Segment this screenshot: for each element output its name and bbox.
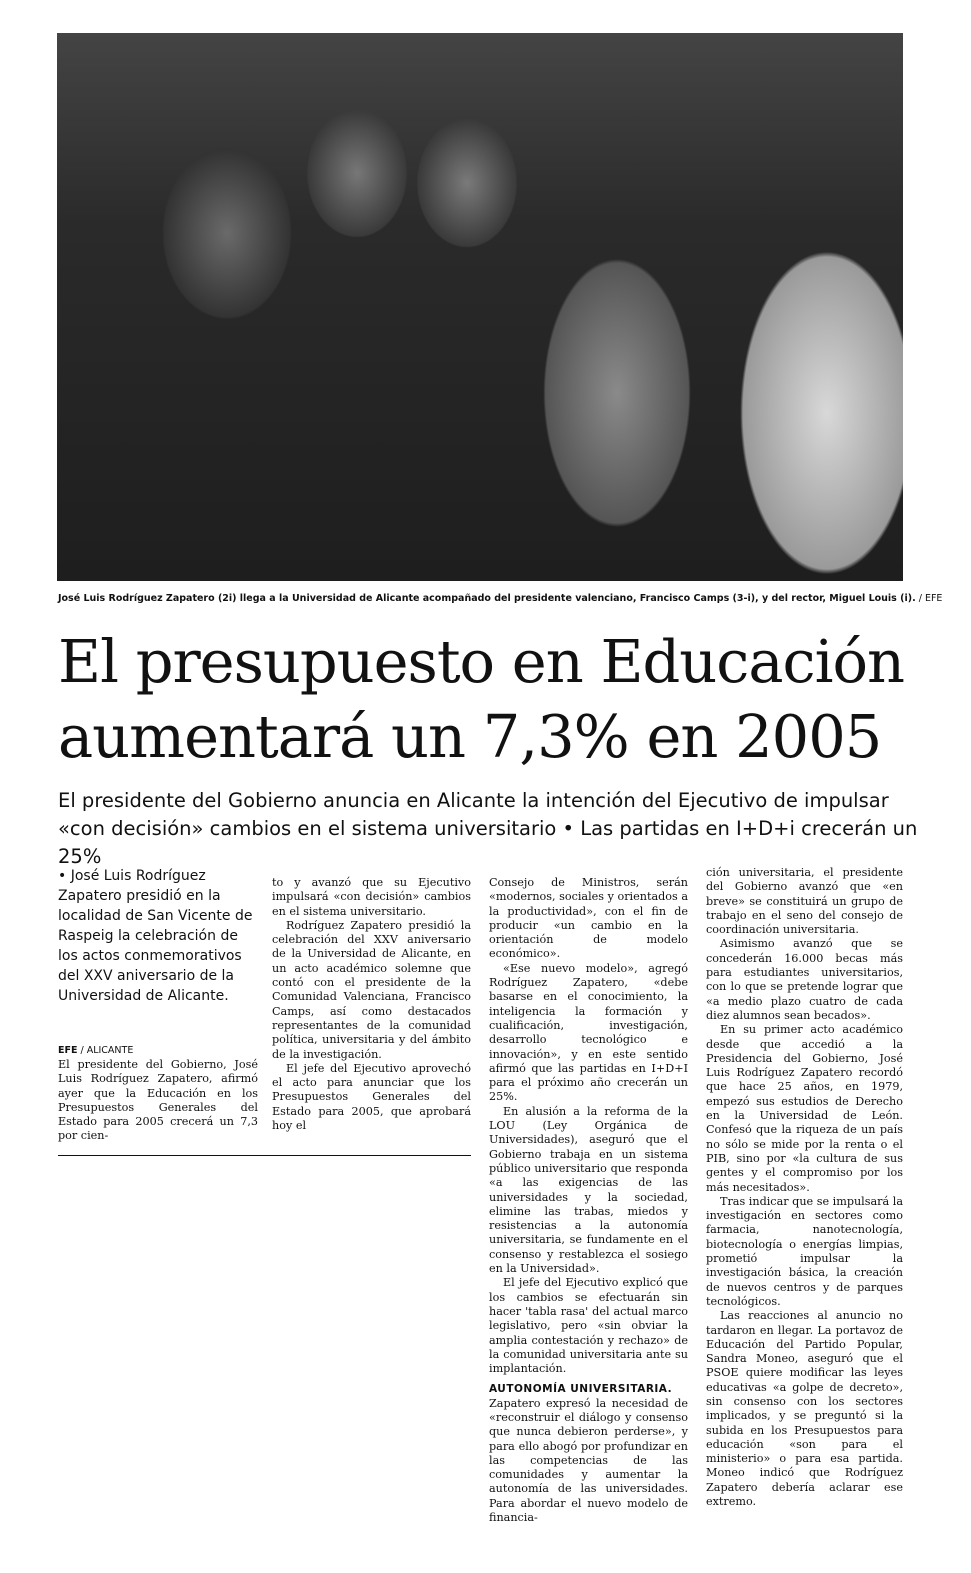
news-photo xyxy=(57,33,903,581)
paragraph: Tras indicar que se impulsará la investigación en sectores como farmacia, nanotecnología, biotecnología o energías limpias, prometió impulsar la investigación básica, la creación de nuevos centros y de parques tecnológicos. xyxy=(706,1194,903,1308)
column-4 xyxy=(706,866,903,1509)
column-divider-rule xyxy=(58,1155,471,1156)
byline-place: / ALICANTE xyxy=(77,1045,134,1056)
subheadline: El presidente del Gobierno anuncia en Alicante la intención del Ejecutivo de impulsar «con decisión» cambios en el sistema universitario • Las partidas en I+D+i crecerán un 25% xyxy=(58,789,918,868)
lead-summary: • José Luis Rodríguez Zapatero presidió en la localidad de San Vicente de Raspeig la celebración de los actos conmemorativos del XXV aniversario de la Universidad de Alicante. xyxy=(58,868,253,1004)
paragraph: El jefe del Ejecutivo aprovechó el acto para anunciar que los Presupuestos Generales del Estado para 2005, que aprobará hoy el xyxy=(272,1061,471,1133)
paragraph: «Ese nuevo modelo», agregó Rodríguez Zapatero, «debe basarse en el conocimiento, la inteligencia la formación y cualificación, investigación, desarrollo tecnológico e innovación», y en este sentido afirmó que las partidas en I+D+I para el próximo año crecerán un 25%. xyxy=(489,961,688,1104)
headline-line-2: aumentará un 7,3% en 2005 xyxy=(58,702,882,771)
paragraph: En alusión a la reforma de la LOU (Ley Orgánica de Universidades), aseguró que el Gobierno trabaja en un sistema público universitario que responda «a las exigencias de las universidades y la sociedad, elimine las trabas, miedos y resistencias a la autonomía universitaria, se fundamente en el consenso y restablezca el sosiego en la Universidad». xyxy=(489,1104,688,1276)
paragraph: Asimismo avanzó que se concederán 16.000 becas más para estudiantes universitarios, con lo que se pretende lograr que «a medio plazo cuatro de cada diez alumnos sean becados». xyxy=(706,937,903,1022)
headline xyxy=(58,624,918,774)
paragraph: El jefe del Ejecutivo explicó que los cambios se efectuarán sin hacer 'tabla rasa' del actual marco legislativo, pero «sin obviar la amplia contestación y rechazo» de la comunidad universitaria ante su implantación. xyxy=(489,1276,688,1376)
paragraph: Zapatero expresó la necesidad de «reconstruir el diálogo y consenso que nunca debieron perderse», y para ello abogó por profundizar en las competencias de las comunidades y aumentar la autonomía de las universidades. Para abordar el nuevo modelo de financia- xyxy=(489,1396,688,1525)
byline xyxy=(58,1044,258,1058)
paragraph: to y avanzó que su Ejecutivo impulsará «con decisión» cambios en el sistema universitario. xyxy=(272,876,471,918)
paragraph: ción universitaria, el presidente del Gobierno avanzó que «en breve» se constituirá un grupo de trabajo en el seno del consejo de coordinación universitaria. xyxy=(706,866,903,937)
paragraph: Rodríguez Zapatero presidió la celebración del XXV aniversario de la Universidad de Alicante, en un acto académico solemne que contó con el presidente de la Comunidad Valenciana, Francisco Camps, así como destacados representantes de la comunidad política, universitaria y del ámbito de la investigación. xyxy=(272,918,471,1061)
paragraph: En su primer acto académico desde que accedió a la Presidencia del Gobierno, José Luis Rodríguez Zapatero recordó que hace 25 años, en 1979, empezó sus estudios de Derecho en la Universidad de León. Confesó que la riqueza de un país no sólo se mide por la renta o el PIB, sino por «la cultura de sus gentes y el compromiso por los más necesitados». xyxy=(706,1023,903,1194)
column-2 xyxy=(272,876,471,1133)
byline-agency: EFE xyxy=(58,1045,78,1056)
paragraph: Consejo de Ministros, serán «modernos, sociales y orientados a la productividad», con el fin de producir «un cambio en la orientación de modelo económico». xyxy=(489,876,688,961)
paragraph: El presidente del Gobierno, José Luis Rodríguez Zapatero, afirmó ayer que la Educación en los Presupuestos Generales del Estado para 2005 crecerá un 7,3 por cien- xyxy=(58,1058,258,1143)
column-1 xyxy=(58,866,258,1144)
caption-credit: / EFE xyxy=(915,593,943,604)
column-3 xyxy=(489,876,688,1525)
headline-line-1: El presupuesto en Educación xyxy=(58,627,904,696)
section-title: AUTONOMÍA UNIVERSITARIA. xyxy=(489,1383,673,1396)
photo-caption xyxy=(58,593,943,604)
paragraph: Las reacciones al anuncio no tardaron en llegar. La portavoz de Educación del Partido Popular, Sandra Moneo, aseguró que el PSOE quiere modificar las leyes educativas «a golpe de decreto», sin consenso con los sectores implicados, y se preguntó si la subida en los Presupuestos para educación «son para el ministerio» o para esa partida. Moneo indicó que Rodríguez Zapatero debería aclarar ese extremo. xyxy=(706,1309,903,1509)
caption-text: José Luis Rodríguez Zapatero (2i) llega a la Universidad de Alicante acompañado del presidente valenciano, Francisco Camps (3-i), y del rector, Miguel Louis (i). xyxy=(58,593,916,604)
